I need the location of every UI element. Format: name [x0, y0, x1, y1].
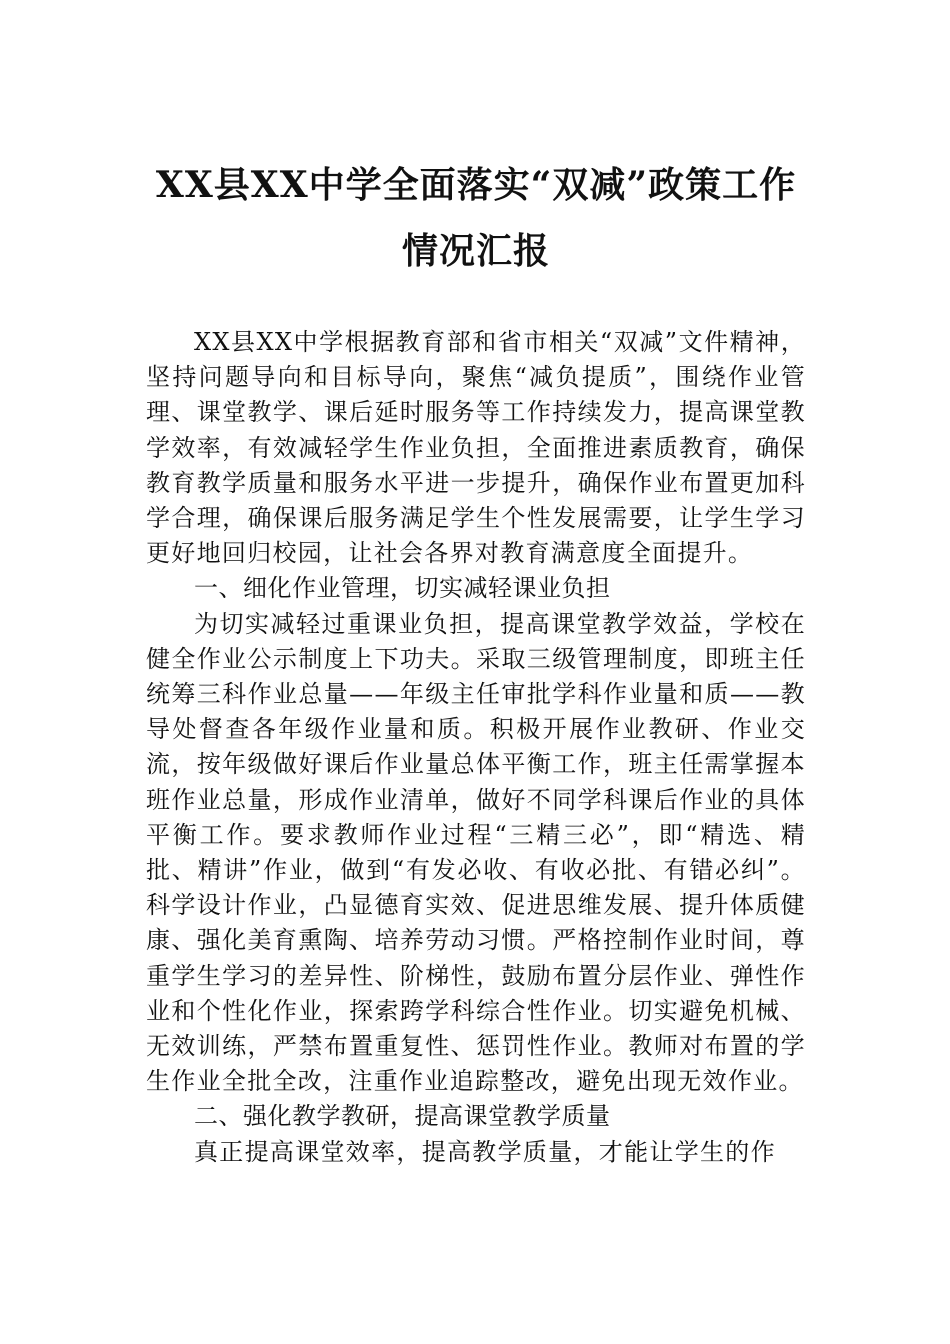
section-2-paragraph: 真正提高课堂效率，提高教学质量，才能让学生的作	[194, 1137, 776, 1166]
document-title	[140, 152, 812, 284]
title-line-1: XX县XX中学全面落实“双减”政策工作	[155, 164, 797, 206]
section-heading-1: 一、细化作业管理，切实减轻课业负担	[194, 574, 611, 603]
section-heading-2: 二、强化教学教研，提高课堂教学质量	[194, 1102, 611, 1131]
title-line-2: 情况汇报	[401, 230, 550, 272]
document-body	[146, 325, 806, 1170]
intro-paragraph: XX县XX中学根据教育部和省市相关“双减”文件精神，坚持问题导向和目标导向，聚焦“减负提质”，围绕作业管理、课堂教学、课后延时服务等工作持续发力，提高课堂教学效率，有效减轻学生作业负担，全面推进素质教育，确保教育教学质量和服务水平进一步提升，确保作业布置更加科学合理，确保课后服务满足学生个性发展需要，让学生学习更好地回归校园，让社会各界对教育满意度全面提升。	[146, 328, 806, 568]
document-page	[146, 0, 806, 1344]
section-1-paragraph: 为切实减轻过重课业负担，提高课堂教学效益，学校在健全作业公示制度上下功夫。采取三级管理制度，即班主任统筹三科作业总量——年级主任审批学科作业量和质——教导处督查各年级作业量和质。积极开展作业教研、作业交流，按年级做好课后作业量总体平衡工作，班主任需掌握本班作业总量，形成作业清单，做好不同学科课后作业的具体平衡工作。要求教师作业过程“三精三必”，即“精选、精批、精讲”作业，做到“有发必收、有收必批、有错必纠”。科学设计作业，凸显德育实效、促进思维发展、提升体质健康、强化美育熏陶、培养劳动习惯。严格控制作业时间，尊重学生学习的差异性、阶梯性，鼓励布置分层作业、弹性作业和个性化作业，探索跨学科综合性作业。切实避免机械、无效训练，严禁布置重复性、惩罚性作业。教师对布置的学生作业全批全改，注重作业追踪整改，避免出现无效作业。	[146, 609, 806, 1096]
